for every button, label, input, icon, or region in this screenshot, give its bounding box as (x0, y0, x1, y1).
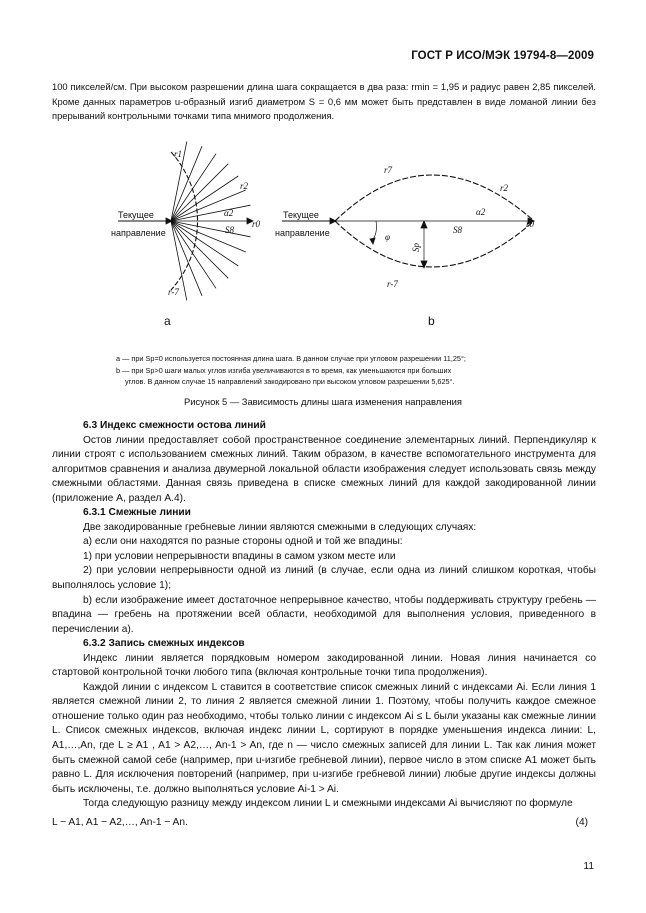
fig-a-label: a (164, 314, 171, 328)
section-heading-6-3-2: 6.3.2 Запись смежных индексов (83, 638, 245, 650)
fig-a-ray (171, 164, 228, 221)
fig-a-s8: S8 (225, 225, 234, 235)
svg-text:направление: направление (111, 228, 166, 238)
section-heading-6-3-1: 6.3.1 Смежные линии (83, 507, 191, 519)
figure-5b (282, 175, 534, 268)
fig-b-s8: S8 (453, 225, 462, 235)
figure-note-a: a — при Sp=0 используется постоянная длина шага. В данном случае при угловом разрешении 11,25°; (116, 354, 466, 363)
fig-b-r7: r7 (384, 165, 393, 175)
fig-b-r0: r0 (526, 219, 535, 229)
main-text (52, 419, 596, 830)
fig-b-direction-text (275, 210, 330, 238)
section-6-3-2-p2: Каждой линии с индексом L ставится в соответствие список смежных линий с индексами Ai. Если линия 1 является смежной линии 2, то линия 2 является смежной линии 1. Поэтому, чтобы получить каждое смежное отношение только один раз необходимо, чтобы только линии с индексом Ai ≤ L были указаны как смежные линии L. Список смежных индексов, включая индекс линии L, сортируют в порядке уменьшения индекса линии: L, A1,…,An, где L ≥ A1 , A1 > A2,…, An-1 > An, где n — число смежных записей для линии L. Так как линия может быть смежной самой себе (например, при u-изгибе гребневой линии), первое число в этом списке A1 может быть равно L. Для исключения повторений (например, при u-изгибе гребневой линии) любые другие индексы должны быть исключены, т.е. должно выполняться условие Ai-1 > Ai. (52, 681, 596, 795)
svg-text:Текущее: Текущее (283, 210, 319, 220)
intro-paragraph: 100 пикселей/см. При высоком разрешении длина шага сокращается в два раза: rmin = 1,95 и радиус равен 2,85 пикселей. Кроме данных параметров u-образный изгиб диаметром S = 0,6 мм может быть представлен в виде ломаной линии без прерываний контрольными точками типа мнимого продолжения. (52, 81, 596, 122)
fig-a-r2: r2 (240, 181, 249, 191)
fig-b-arrowhead (330, 218, 336, 224)
svg-text:направление: направление (275, 228, 330, 238)
fig-b-r2: r2 (500, 183, 509, 193)
figure-title: Рисунок 5 — Зависимость длины шага изменения направления (184, 396, 462, 407)
section-6-3-1-p4: 2) при условии непрерывности одной из линий (в случае, если одна из линий слишком короткая, чтобы выполнялось условие 1); (52, 565, 596, 592)
fig-b-sp: Sp (411, 243, 421, 252)
section-6-3-2-p1: Индекс линии является порядковым номером закодированной линии. Новая линия начинается со стартовой контрольной точки любого типа (включая контрольные точки типа продолжения). (52, 652, 596, 679)
svg-text:Текущее: Текущее (118, 210, 154, 220)
formula-4 (52, 816, 596, 831)
fig-b-upper-arc (335, 175, 534, 221)
figure-note-b2: углов. В данном случае 15 направлений закодировано при высоком угловом разрешении 5,625°. (125, 377, 455, 386)
section-6-3-1-p3: 1) при условии непрерывности впадины в самом узком месте или (83, 550, 396, 562)
figure-5a (118, 142, 253, 301)
fig-b-a2: α2 (476, 207, 486, 217)
fig-a-direction-text (111, 210, 166, 238)
section-6-3-1-p1: Две закодированные гребневые линии являются смежными в следующих случаях: (83, 521, 477, 533)
figure-note-b1: b — при Sp>0 шаги малых углов изгиба увеличиваются в то время, как уменьшаются при больших (116, 366, 452, 375)
section-6-3-paragraph: Остов линии предоставляет собой пространственное соединение элементарных линий. Перпендикуляр к линии строят с использованием смежных линий. Таким образом, в качестве вспомогательного инструмента для алгоритмов сравнения и анализа двумерной локальной области изображения следует использовать связь между смежными областями. Данная связь приведена в списке смежных линий для каждой закодированной линии (приложение А, раздел А.4). (52, 434, 596, 504)
fig-a-r0: r0 (252, 219, 261, 229)
fig-b-labels (384, 165, 535, 289)
formula-text: L − A1, A1 − A2,…, An-1 − An. (52, 816, 188, 828)
fig-a-ray (171, 221, 228, 278)
fig-a-r1: r1 (174, 149, 183, 159)
fig-b-phi: φ (385, 232, 390, 242)
document-header: ГОСТ Р ИСО/МЭК 19794-8—2009 (411, 50, 594, 62)
fig-b-rm7: r-7 (387, 279, 398, 289)
figure-5 (0, 135, 646, 335)
fig-a-rays (171, 142, 252, 301)
fig-a-a2: α2 (224, 208, 234, 218)
page-number: 11 (583, 861, 594, 872)
section-6-3-2-p3: Тогда следующую разницу между индексом линии L и смежными индексами Ai вычисляют по формуле (83, 798, 573, 810)
formula-number: (4) (575, 816, 588, 828)
section-6-3-1-p5: b) если изображение имеет достаточное непрерывное качество, чтобы поддерживать структуру гребень — впадина — гребень на протяжении всей области, необходимой для выполнения условия, приведенного в перечислении а). (52, 594, 596, 635)
section-6-3-1-p2: а) если они находятся по разные стороны одной и той же впадины: (83, 536, 403, 548)
fig-b-label: b (428, 314, 435, 328)
fig-b-lower-arc (335, 221, 534, 267)
section-heading-6-3: 6.3 Индекс смежности остова линий (83, 420, 266, 431)
fig-a-rm7: r-7 (168, 287, 179, 297)
